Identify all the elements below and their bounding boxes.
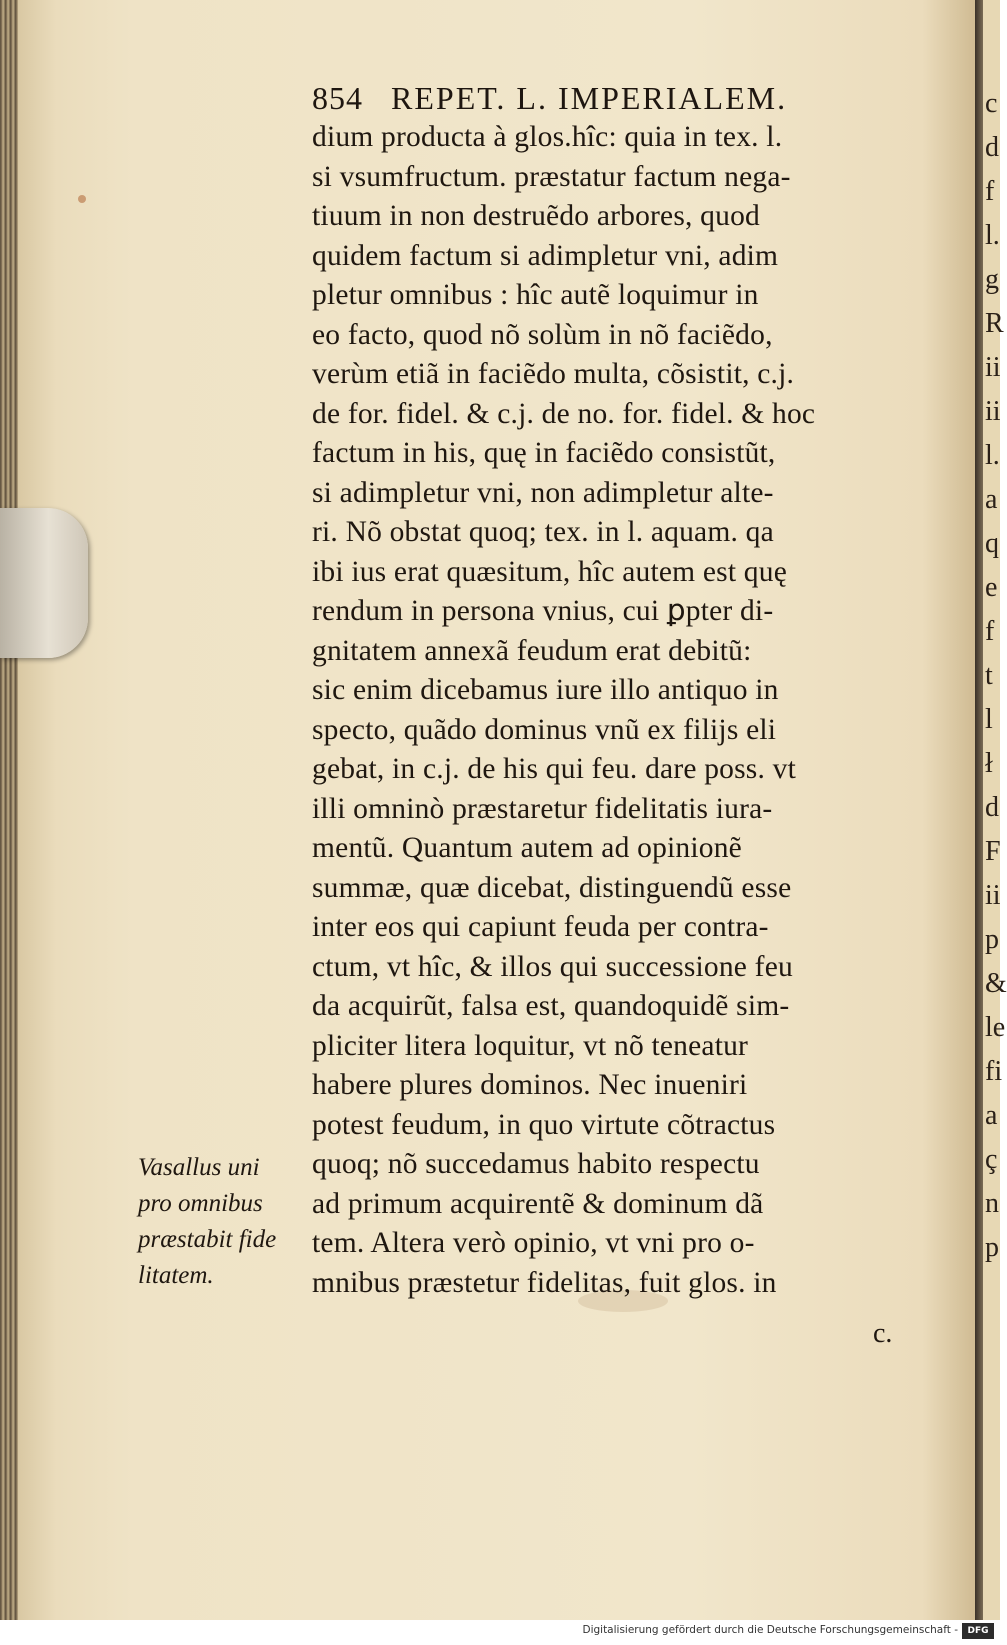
- text-line: da acquirũt, falsa est, quandoquidẽ sim-: [312, 990, 790, 1022]
- facing-page-edge: [983, 0, 1007, 1620]
- text-line: eo facto, quod nõ solùm in nõ faciẽdo,: [312, 318, 773, 351]
- facing-page-fragment: ł: [985, 748, 993, 779]
- text-line: verùm etiã in faciẽdo multa, cõsistit, c.j.: [312, 358, 795, 390]
- facing-page-fragment: t: [985, 660, 993, 691]
- text-line: mentũ. Quantum autem ad opinionẽ: [312, 832, 742, 864]
- text-line: quoq; nõ succedamus habito respectu: [312, 1148, 760, 1180]
- facing-page-fragment: ii: [985, 396, 1001, 427]
- text-line: dium producta à glos.hîc: quia in tex. l.: [312, 121, 783, 153]
- facing-page-fragment: g: [985, 264, 999, 295]
- facing-page-fragment: F: [985, 836, 1001, 867]
- facing-page-fragment: l.: [985, 440, 1000, 471]
- text-line: ri. Nõ obstat quoq; tex. in l. aquam. qa: [312, 516, 774, 548]
- facing-page-fragment: fi: [985, 1056, 1003, 1087]
- text-line: tiuum in non destruẽdo arbores, quod: [312, 200, 760, 232]
- text-line: specto, quãdo dominus vnũ ex filijs eli: [312, 713, 777, 746]
- facing-page-fragment: p: [985, 924, 999, 955]
- text-line: factum in his, quę in faciẽdo consistũt,: [312, 437, 776, 469]
- facing-page-fragment: e: [985, 572, 998, 603]
- facing-page-fragment: q: [985, 528, 999, 559]
- facing-page-fragment: l.: [985, 220, 1000, 251]
- text-line: mnibus præstetur fidelitas, fuit glos. in: [312, 1266, 777, 1299]
- text-line: si vsumfructum. præstatur factum nega-: [312, 160, 791, 193]
- text-line: rendum in persona vnius, cui ꝑpter di-: [312, 595, 774, 627]
- text-line: pletur omnibus : hîc autẽ loquimur in: [312, 279, 759, 311]
- text-line: inter eos qui capiunt feuda per contra-: [312, 911, 769, 943]
- marginal-note: [138, 1150, 303, 1294]
- facing-page-fragment: n: [985, 1188, 999, 1219]
- text-line: pliciter litera loquitur, vt nõ teneatur: [312, 1029, 749, 1062]
- text-line: tem. Altera verò opinio, vt vni pro o-: [312, 1227, 755, 1259]
- catchword: c.: [873, 1318, 893, 1349]
- marginal-note-line: pro omnibus: [138, 1190, 263, 1217]
- running-head: [312, 80, 892, 120]
- text-line: sic enim dicebamus iure illo antiquo in: [312, 674, 779, 706]
- facing-page-fragment: ii: [985, 352, 1001, 383]
- facing-page-fragment: a: [985, 484, 998, 515]
- facing-page-fragment: &: [985, 968, 1007, 999]
- running-title: REPET. L. IMPERIALEM.: [391, 80, 788, 116]
- marginal-note-line: Vasallus uni: [138, 1154, 260, 1181]
- text-line: si adimpletur vni, non adimpletur alte-: [312, 476, 774, 509]
- facing-page-fragment: d: [985, 792, 999, 823]
- dfg-logo: DFG: [962, 1623, 994, 1639]
- text-line: quidem factum si adimpletur vni, adim: [312, 239, 779, 272]
- facing-page-fragment: a: [985, 1100, 998, 1131]
- facing-page-fragment: ç: [985, 1144, 998, 1175]
- text-line: gnitatem annexã feudum erat debitũ:: [312, 634, 752, 667]
- text-line: ctum, vt hîc, & illos qui successione feu: [312, 950, 793, 983]
- text-line: summæ, quæ dicebat, distinguendũ esse: [312, 871, 792, 904]
- main-text-block: [312, 118, 912, 1303]
- funding-credit: Digitalisierung gefördert durch die Deutsche Forschungsgemeinschaft -: [582, 1624, 958, 1636]
- text-line: ad primum acquirentẽ & dominum dã: [312, 1187, 764, 1220]
- footer-bar: [0, 1620, 1000, 1645]
- facing-page-fragment: f: [985, 616, 995, 647]
- text-line: potest feudum, in quo virtute cõtractus: [312, 1108, 776, 1141]
- facing-page-fragment: d: [985, 132, 999, 163]
- facing-page-fragment: c: [985, 88, 998, 119]
- facing-page-fragment: p: [985, 1232, 999, 1263]
- text-line: de for. fidel. & c.j. de no. for. fidel. & hoc: [312, 397, 816, 430]
- facing-page-fragment: f: [985, 176, 995, 207]
- text-line: ibi ius erat quæsitum, hîc autem est quę: [312, 555, 788, 588]
- facing-page-fragment: R: [985, 308, 1004, 339]
- page-number: 854: [312, 80, 363, 116]
- marginal-note-line: litatem.: [138, 1262, 214, 1289]
- facing-page-fragment: l: [985, 704, 993, 735]
- ink-spot: [78, 195, 86, 203]
- page-clip: [0, 508, 88, 658]
- text-line: habere plures dominos. Nec inueniri: [312, 1069, 748, 1101]
- facing-page-fragment: ii: [985, 880, 1001, 911]
- marginal-note-line: præstabit fide: [138, 1226, 277, 1253]
- facing-page-fragment: le: [985, 1012, 1006, 1043]
- text-line: gebat, in c.j. de his qui feu. dare poss. vt: [312, 753, 796, 785]
- text-line: illi omninò præstaretur fidelitatis iura-: [312, 792, 773, 825]
